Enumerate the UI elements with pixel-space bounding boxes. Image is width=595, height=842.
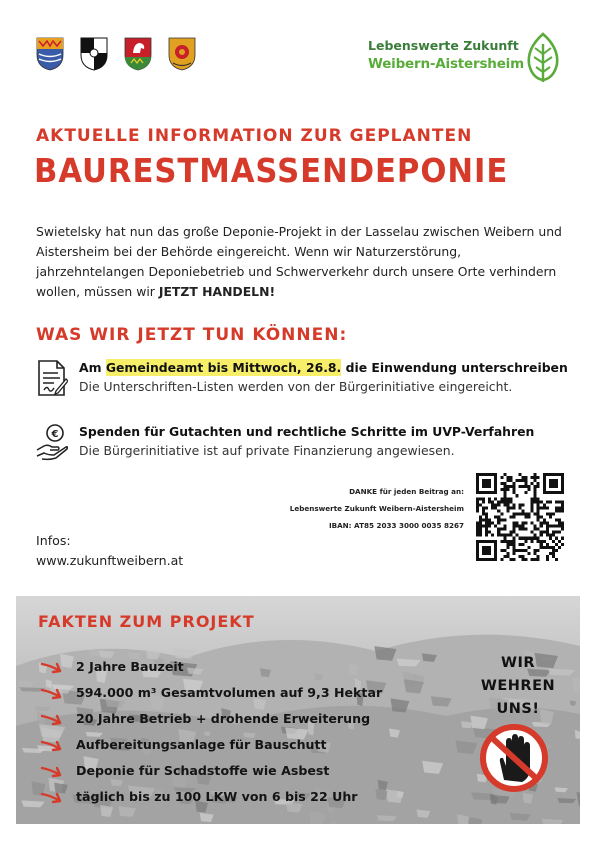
action-item-sign <box>36 358 576 400</box>
fact-text: Aufbereitungsanlage für Bauschutt <box>76 737 327 752</box>
arrow-right-icon <box>40 712 66 728</box>
page-subtitle: AKTUELLE INFORMATION ZUR GEPLANTEN <box>36 126 473 146</box>
qr-code-icon[interactable] <box>476 473 564 561</box>
actions-heading: WAS WIR JETZT TUN KÖNNEN: <box>36 325 348 345</box>
intro-emphasis: JETZT HANDELN! <box>158 284 276 299</box>
facts-title: FAKTEN ZUM PROJEKT <box>38 612 255 631</box>
action-donate-note: Die Bürgerinitiative ist auf private Finanzierung angewiesen. <box>79 443 455 458</box>
document-sign-icon <box>36 358 68 398</box>
action-sign-note: Die Unterschriften-Listen werden von der Bürgerinitiative eingereicht. <box>79 379 513 394</box>
infos-label: Infos: <box>36 533 71 548</box>
arrow-right-icon <box>40 660 66 676</box>
action-donate-title: Spenden für Gutachten und rechtliche Schritte im UVP-Verfahren <box>79 424 535 439</box>
fact-text: täglich bis zu 100 LKW von 6 bis 22 Uhr <box>76 789 358 804</box>
svg-text:€: € <box>51 429 59 440</box>
arrow-right-icon <box>40 790 66 806</box>
fact-text: 594.000 m³ Gesamtvolumen auf 9,3 Hektar <box>76 685 383 700</box>
infos-url-link[interactable]: www.zukunftweibern.at <box>36 553 184 568</box>
arrow-right-icon <box>40 686 66 702</box>
action-sign-suffix: die Einwendung unterschreiben <box>345 360 568 375</box>
brand-name: Lebenswerte Zukunft <box>368 38 519 53</box>
stop-hand-icon <box>478 722 550 794</box>
donation-hand-icon <box>36 422 68 462</box>
brand-logo <box>356 30 566 86</box>
intro-text: Swietelsky hat nun das große Deponie-Projekt in der Lasselau zwischen Weibern und Aistersheim bei der Behörde eingereicht. Wenn wir Naturzerstörung, jahrzehntelangen Deponiebetrieb und Schwerverkehr durch unsere Orte verhindern wollen, müssen wir <box>36 224 562 299</box>
coat-of-arms-icon <box>80 37 108 71</box>
fact-text: 20 Jahre Betrieb + drohende Erweiterung <box>76 711 371 726</box>
donation-thanks: DANKE für jeden Beitrag an: <box>349 487 464 496</box>
coats-of-arms <box>36 37 196 71</box>
facts-panel <box>16 596 580 824</box>
intro-paragraph <box>36 222 566 302</box>
action-sign-highlight: Gemeindeamt bis Mittwoch, 26.8. <box>105 360 342 375</box>
coat-of-arms-icon <box>124 37 152 71</box>
leaf-icon <box>524 30 562 84</box>
donation-account-holder: Lebenswerte Zukunft Weibern-Aistersheim <box>289 504 464 513</box>
donation-iban: IBAN: AT85 2033 3000 0035 8267 <box>328 521 464 530</box>
slogan-line: WIR <box>500 655 536 671</box>
fact-text: 2 Jahre Bauzeit <box>76 659 184 674</box>
brand-location: Weibern-Aistersheim <box>368 56 524 72</box>
page-title: BAURESTMASSENDEPONIE <box>34 151 509 190</box>
coat-of-arms-icon <box>168 37 196 71</box>
infos-block <box>36 531 183 571</box>
coat-of-arms-icon <box>36 37 64 71</box>
fact-text: Deponie für Schadstoffe wie Asbest <box>76 763 330 778</box>
slogan <box>470 652 566 721</box>
arrow-right-icon <box>40 738 66 754</box>
action-sign-prefix: Am <box>79 360 102 375</box>
action-item-donate <box>36 422 576 464</box>
slogan-line: UNS! <box>496 701 540 717</box>
arrow-right-icon <box>40 764 66 780</box>
donation-info <box>290 483 464 534</box>
slogan-line: WEHREN <box>480 678 556 694</box>
